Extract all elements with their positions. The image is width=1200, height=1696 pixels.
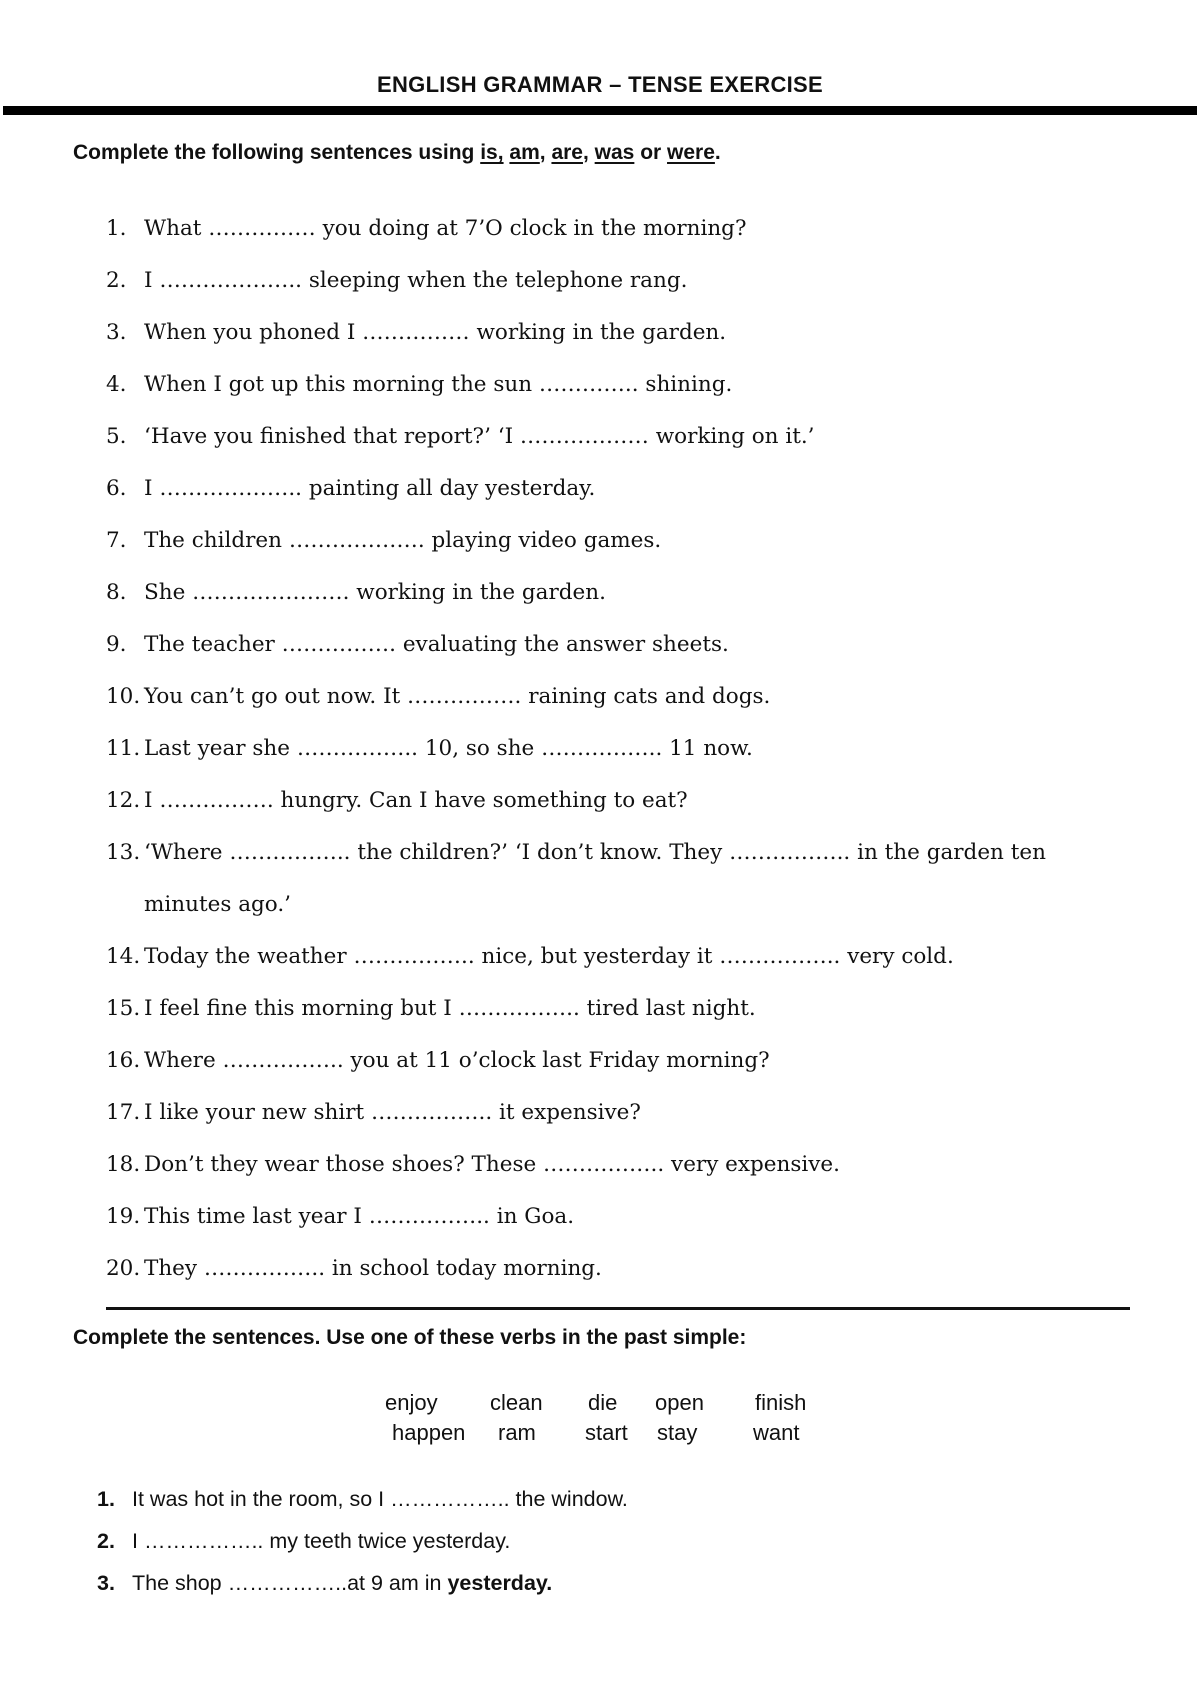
word-is: is, xyxy=(480,141,504,164)
question-number: 1. xyxy=(106,216,127,241)
verb-word: enjoy xyxy=(385,1390,438,1415)
question-text: ‘Have you finished that report?’ ‘I ……………… working on it.’ xyxy=(144,424,815,449)
question-number: 9. xyxy=(106,632,127,657)
verb-row xyxy=(380,1418,880,1448)
question-text: When I got up this morning the sun ………….. shining. xyxy=(144,372,733,397)
question-number: 12. xyxy=(106,788,141,813)
question-number: 3. xyxy=(97,1571,115,1595)
separator: , xyxy=(582,141,595,164)
word-are: are xyxy=(551,141,583,164)
section2-instruction: Complete the sentences. Use one of these verbs in the past simple: xyxy=(73,1326,747,1349)
question-text: Today the weather …………….. nice, but yesterday it …………….. very cold. xyxy=(144,944,954,969)
verb-word: die xyxy=(588,1390,618,1415)
question-text: I ……………….. painting all day yesterday. xyxy=(144,476,596,501)
verb-word: stay xyxy=(657,1420,698,1445)
question-text: When you phoned I …………… working in the garden. xyxy=(144,320,727,345)
question-number: 5. xyxy=(106,424,127,449)
question-text: I ……………….. sleeping when the telephone rang. xyxy=(144,268,688,293)
question-bold-text: yesterday. xyxy=(447,1571,553,1595)
question-text-wrap xyxy=(132,1562,552,1604)
question-text: They …………….. in school today morning. xyxy=(144,1256,602,1281)
instruction-suffix: . xyxy=(714,141,721,164)
verb-word: want xyxy=(753,1420,800,1445)
verb-word: finish xyxy=(755,1390,807,1415)
question-text: Where …………….. you at 11 o’clock last Friday morning? xyxy=(144,1048,770,1073)
word-was: was xyxy=(594,141,635,164)
question-number: 8. xyxy=(106,580,127,605)
question-number: 17. xyxy=(106,1100,141,1125)
question-text: ‘Where …………….. the children?’ ‘I don’t know. They …………….. in the garden ten xyxy=(144,840,1046,865)
question-text: Last year she …………….. 10, so she …………….. 11 now. xyxy=(144,736,753,761)
question-text: I feel fine this morning but I …………….. tired last night. xyxy=(144,996,756,1021)
separator: , xyxy=(539,141,552,164)
verb-word: clean xyxy=(490,1390,543,1415)
verb-word: ram xyxy=(498,1420,536,1445)
section-divider xyxy=(106,1307,1130,1310)
question-text: I …………….. my teeth twice yesterday. xyxy=(132,1529,511,1553)
question-text: The children ………………. playing video games. xyxy=(144,528,662,553)
question-number: 11. xyxy=(106,736,141,761)
question-number: 18. xyxy=(106,1152,141,1177)
section1-instruction xyxy=(73,141,721,165)
question-number: 3. xyxy=(106,320,127,345)
question-text: What …………… you doing at 7’O clock in the morning? xyxy=(144,216,747,241)
question-number: 7. xyxy=(106,528,127,553)
question-text: It was hot in the room, so I …………….. the window. xyxy=(132,1487,628,1511)
word-were: were xyxy=(667,141,715,164)
question-number: 4. xyxy=(106,372,127,397)
verb-word: happen xyxy=(392,1420,466,1445)
question-number: 6. xyxy=(106,476,127,501)
question-number: 14. xyxy=(106,944,141,969)
question-text: The teacher ……………. evaluating the answer sheets. xyxy=(144,632,729,657)
question-text: The shop ……………..at 9 am in xyxy=(132,1571,448,1595)
question-text: You can’t go out now. It ……………. raining cats and dogs. xyxy=(144,684,771,709)
question-number: 10. xyxy=(106,684,141,709)
question-text: I like your new shirt …………….. it expensive? xyxy=(144,1100,641,1125)
title-divider xyxy=(3,106,1197,115)
question-text-continued: minutes ago.’ xyxy=(144,892,292,917)
word-am: am xyxy=(509,141,540,164)
question-number: 2. xyxy=(97,1529,115,1553)
question-number: 15. xyxy=(106,996,141,1021)
verb-box xyxy=(380,1388,880,1448)
question-number: 20. xyxy=(106,1256,141,1281)
verb-row xyxy=(380,1388,880,1418)
question-number: 1. xyxy=(97,1487,115,1511)
question-text: Don’t they wear those shoes? These …………….. very expensive. xyxy=(144,1152,840,1177)
verb-word: open xyxy=(655,1390,704,1415)
instruction-prefix: Complete the following sentences using xyxy=(73,141,481,164)
question-number: 2. xyxy=(106,268,127,293)
verb-word: start xyxy=(585,1420,628,1445)
separator: or xyxy=(634,141,668,164)
question-number: 16. xyxy=(106,1048,141,1073)
question-number: 13. xyxy=(106,840,141,865)
question-text: This time last year I …………….. in Goa. xyxy=(144,1204,575,1229)
question-text: I ……………. hungry. Can I have something to eat? xyxy=(144,788,688,813)
question-number: 19. xyxy=(106,1204,141,1229)
page-title: ENGLISH GRAMMAR – TENSE EXERCISE xyxy=(377,72,823,97)
question-text: She …………………. working in the garden. xyxy=(144,580,606,605)
